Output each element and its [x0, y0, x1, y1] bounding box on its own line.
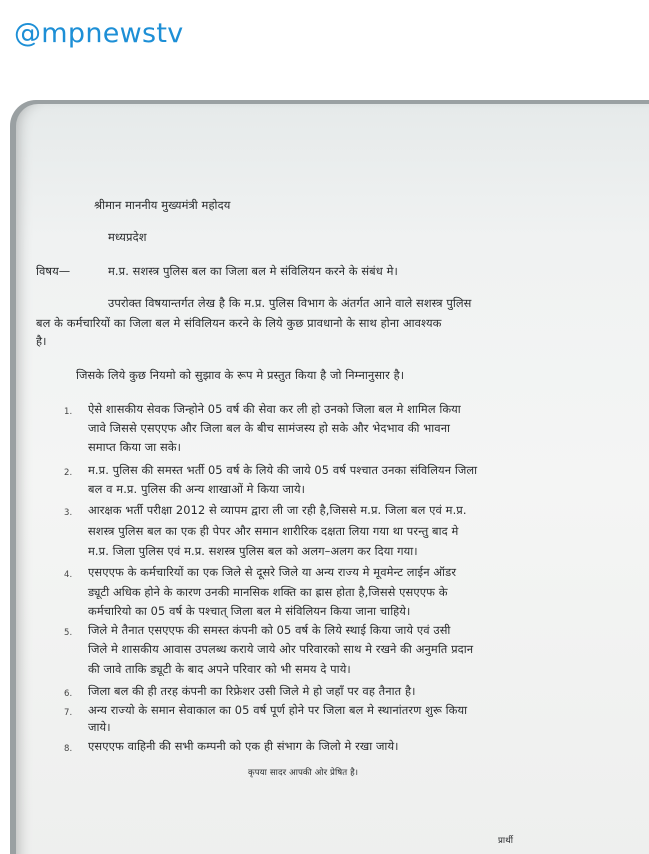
subject-label: विषय—: [36, 264, 71, 278]
letter-photo: [10, 100, 649, 854]
point-3-line-1: आरक्षक भर्ती परीक्षा 2012 से व्यापम द्वारा ली जा रही है,जिससे म.प्र. जिला बल एवं म.प्र.: [88, 503, 467, 517]
point-4-line-3: कर्मचारियो का 05 वर्ष के पश्चात् जिला बल मे संविलियन किया जाना चाहिये।: [88, 604, 411, 618]
point-5-line-2: जिले मे शासकीय आवास उपलब्ध कराये जाये ओर परिवारको साथ मे रखने की अनुमति प्रदान: [88, 642, 474, 656]
point-4-line-2: ड्यूटी अधिक होने के कारण उनकी मानसिक शक्ति का ह्रास होता है,जिससे एसएएफ के: [88, 585, 448, 599]
point-1-line-1: ऐसे शासकीय सेवक जिन्होने 05 वर्ष की सेवा कर ली हो उनको जिला बल मे शामिल किया: [88, 402, 461, 416]
point-number: 2.: [64, 468, 73, 478]
point-1-line-3: समाप्त किया जा सके।: [88, 440, 182, 454]
letter-paper: [16, 104, 649, 854]
state-name: मध्यप्रदेश: [108, 230, 147, 244]
account-handle[interactable]: @mpnewstv: [14, 18, 184, 49]
signature: प्रार्थी: [498, 836, 514, 846]
point-7-line-2: जाये।: [88, 720, 111, 734]
point-number: 6.: [64, 689, 73, 699]
point-3-line-3: म.प्र. जिला पुलिस एवं म.प्र. सशस्त्र पुलिस बल को अलग–अलग कर दिया गया।: [88, 544, 418, 558]
point-number: 5.: [64, 628, 73, 638]
point-number: 7.: [64, 708, 73, 718]
point-number: 4.: [64, 570, 73, 580]
intro-line-1: उपरोक्त विषयान्तर्गत लेख है कि म.प्र. पुलिस विभाग के अंतर्गत आने वाले सशस्त्र पुलिस: [108, 296, 472, 310]
point-1-line-2: जावे जिससे एसएएफ और जिला बल के बीच सामंजस्य हो सके और भेदभाव की भावना: [88, 421, 451, 435]
point-number: 3.: [64, 508, 73, 518]
subject-text: म.प्र. सशस्त्र पुलिस बल का जिला बल मे संविलियन करने के संबंध मे।: [108, 264, 398, 278]
point-4-line-1: एसएएफ के कर्मचारियों का एक जिले से दूसरे जिले या अन्य राज्य मे मूवमेन्ट लाईन ऑडर: [88, 565, 457, 579]
point-5-line-3: की जावे ताकि ड्यूटी के बाद अपने परिवार को भी समय दे पाये।: [88, 662, 351, 676]
point-6-line-1: जिला बल की ही तरह कंपनी का रिफ्रेशर उसी जिले मे हो जहाँ पर वह तैनात है।: [88, 684, 416, 698]
point-8-line-1: एसएएफ वाहिनी की सभी कम्पनी को एक ही संभाग के जिलो मे रखा जाये।: [88, 739, 399, 753]
addressee: श्रीमान माननीय मुख्यमंत्री महोदय: [94, 198, 231, 212]
closing-line: कृपया सादर आपकी ओर प्रेषित है।: [248, 768, 359, 778]
point-5-line-1: जिले मे तैनात एसएएफ की समस्त कंपनी को 05 वर्ष के लिये स्थाई किया जाये एवं उसी: [88, 623, 451, 637]
point-2-line-1: म.प्र. पुलिस की समस्त भर्ती 05 वर्ष के लिये की जाये 05 वर्ष पश्चात उनका संविलियन जिला: [88, 463, 478, 477]
point-7-line-1: अन्य राज्यो के समान सेवाकाल का 05 वर्ष पूर्ण होने पर जिला बल मे स्थानांतरण शुरू किया: [88, 703, 468, 717]
point-number: 8.: [64, 744, 73, 754]
point-2-line-2: बल व म.प्र. पुलिस की अन्य शाखाओं मे किया जाये।: [88, 482, 306, 496]
point-number: 1.: [64, 407, 73, 417]
lead-text: जिसके लिये कुछ नियमो को सुझाव के रूप मे प्रस्तुत किया है जो निम्नानुसार है।: [76, 368, 405, 382]
intro-line-3: है।: [36, 334, 47, 348]
intro-line-2: बल के कर्मचारियों का जिला बल मे संविलियन करने के लिये कुछ प्रावधानो के साथ होना आवश्यक: [36, 316, 442, 330]
point-3-line-2: सशस्त्र पुलिस बल का एक ही पेपर और समान शारीरिक दक्षता लिया गया था परन्तु बाद मे: [88, 524, 459, 538]
